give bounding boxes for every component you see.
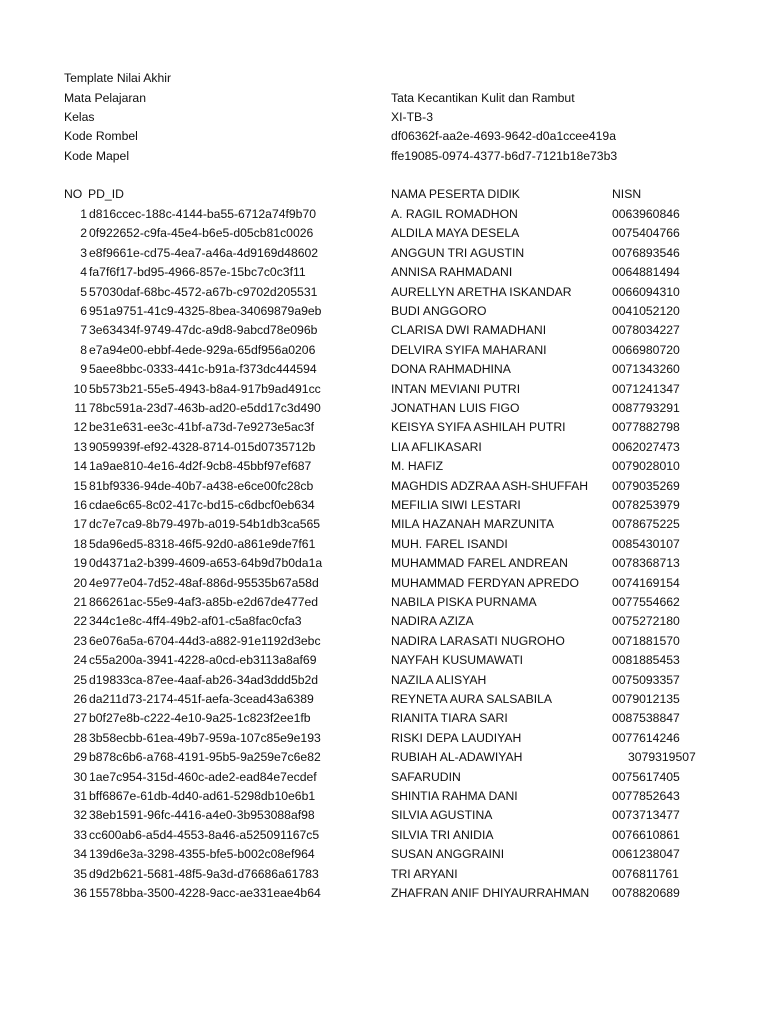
row-nisn: 0075617405 xyxy=(612,769,680,784)
row-student-name: SHINTIA RAHMA DANI xyxy=(391,789,518,803)
row-pd-id: 1a9ae810-4e16-4d2f-9cb8-45bbf97ef687 xyxy=(89,459,312,474)
row-nisn: 0081885453 xyxy=(612,653,680,668)
row-pd-id: 5b573b21-55e5-4943-b8a4-917b9ad491cc xyxy=(89,381,321,396)
row-nisn: 0041052120 xyxy=(612,304,680,318)
row-pd-id: da211d73-2174-451f-aefa-3cead43a6389 xyxy=(89,692,314,706)
column-header-pd-id: PD_ID xyxy=(88,187,124,201)
row-student-name: JONATHAN LUIS FIGO xyxy=(391,401,520,415)
row-nisn: 0077882798 xyxy=(612,420,680,435)
row-nisn: 0076811761 xyxy=(612,866,679,881)
row-number: 13 xyxy=(73,439,87,454)
row-pd-id: d9d2b621-5681-48f5-9a3d-d76686a61783 xyxy=(89,866,319,881)
row-pd-id: 1ae7c954-315d-460c-ade2-ead84e7ecdef xyxy=(89,769,317,784)
row-number: 28 xyxy=(73,730,87,745)
row-number: 12 xyxy=(73,420,87,435)
row-pd-id: 866261ac-55e9-4af3-a85b-e2d67de477ed xyxy=(89,595,319,609)
row-nisn: 0063960846 xyxy=(612,207,680,221)
row-nisn: 0077554662 xyxy=(612,595,680,609)
row-nisn: 0073713477 xyxy=(612,808,680,823)
row-student-name: LIA AFLIKASARI xyxy=(391,439,482,454)
row-nisn: 0078820689 xyxy=(612,886,680,900)
row-nisn: 0076893546 xyxy=(612,245,680,260)
row-nisn: 0066980720 xyxy=(612,342,680,357)
row-number: 25 xyxy=(73,672,87,687)
row-pd-id: 951a9751-41c9-4325-8bea-34069879a9eb xyxy=(89,304,322,318)
row-pd-id: bff6867e-61db-4d40-ad61-5298db10e6b1 xyxy=(89,789,316,803)
row-student-name: MEFILIA SIWI LESTARI xyxy=(391,498,521,512)
row-student-name: MUHAMMAD FERDYAN APREDO xyxy=(391,575,580,590)
row-student-name: ZHAFRAN ANIF DHIYAURRAHMAN xyxy=(391,886,590,900)
row-nisn: 0064881494 xyxy=(612,265,680,280)
row-nisn: 0075093357 xyxy=(612,672,680,687)
row-number: 18 xyxy=(73,536,87,551)
row-nisn: 0062027473 xyxy=(612,439,680,454)
row-student-name: SUSAN ANGGRAINI xyxy=(391,847,505,862)
row-student-name: NAYFAH KUSUMAWATI xyxy=(391,653,524,668)
row-pd-id: 344c1e8c-4ff4-49b2-af01-c5a8fac0cfa3 xyxy=(89,614,302,629)
row-number: 11 xyxy=(74,401,87,415)
row-student-name: RIANITA TIARA SARI xyxy=(391,711,508,726)
row-pd-id: b878c6b6-a768-4191-95b5-9a259e7c6e82 xyxy=(89,750,321,765)
row-student-name: BUDI ANGGORO xyxy=(391,304,487,318)
row-nisn: 0076610861 xyxy=(612,827,680,842)
row-student-name: A. RAGIL ROMADHON xyxy=(391,207,518,221)
row-number: 29 xyxy=(73,750,87,765)
row-number: 16 xyxy=(73,498,87,512)
row-pd-id: 4e977e04-7d52-48af-886d-95535b67a58d xyxy=(89,575,319,590)
row-student-name: ANNISA RAHMADANI xyxy=(391,265,513,280)
row-number: 36 xyxy=(73,886,87,900)
row-pd-id: cc600ab6-a5d4-4553-8a46-a525091167c5 xyxy=(89,827,320,842)
row-student-name: RISKI DEPA LAUDIYAH xyxy=(391,730,522,745)
row-pd-id: 3e63434f-9749-47dc-a9d8-9abcd78e096b xyxy=(89,323,318,338)
row-student-name: NAZILA ALISYAH xyxy=(391,672,487,687)
row-student-name: CLARISA DWI RAMADHANI xyxy=(391,323,547,338)
field-value-mata-pelajaran: Tata Kecantikan Kulit dan Rambut xyxy=(391,91,575,105)
row-pd-id: 6e076a5a-6704-44d3-a882-91e1192d3ebc xyxy=(89,633,321,648)
row-number: 7 xyxy=(80,323,87,338)
row-student-name: SILVIA TRI ANIDIA xyxy=(391,827,494,842)
row-nisn: 0066094310 xyxy=(612,284,680,299)
row-pd-id: 3b58ecbb-61ea-49b7-959a-107c85e9e193 xyxy=(89,730,321,745)
row-nisn: 0077852643 xyxy=(612,789,680,803)
row-nisn: 0079035269 xyxy=(612,478,680,493)
row-pd-id: cdae6c65-8c02-417c-bd15-c6dbcf0eb634 xyxy=(89,498,315,512)
row-pd-id: b0f27e8b-c222-4e10-9a25-1c823f2ee1fb xyxy=(89,711,311,726)
row-nisn: 0074169154 xyxy=(612,575,680,590)
row-pd-id: 81bf9336-94de-40b7-a438-e6ce00fc28cb xyxy=(89,478,314,493)
row-nisn: 0078253979 xyxy=(612,498,680,512)
row-pd-id: c55a200a-3941-4228-a0cd-eb3113a8af69 xyxy=(89,653,317,668)
row-pd-id: 9059939f-ef92-4328-8714-015d0735712b xyxy=(89,439,316,454)
row-number: 33 xyxy=(73,827,87,842)
row-nisn: 0071881570 xyxy=(612,633,680,648)
row-number: 9 xyxy=(80,362,87,377)
row-number: 10 xyxy=(73,381,87,396)
field-value-kode-rombel: df06362f-aa2e-4693-9642-d0a1ccee419a xyxy=(391,129,616,143)
row-nisn: 0071343260 xyxy=(612,362,680,377)
column-header-nama: NAMA PESERTA DIDIK xyxy=(391,187,520,201)
row-student-name: MUHAMMAD FAREL ANDREAN xyxy=(391,556,568,571)
row-student-name: NADIRA LARASATI NUGROHO xyxy=(391,633,565,648)
row-nisn: 0085430107 xyxy=(612,536,680,551)
field-label-mata-pelajaran: Mata Pelajaran xyxy=(64,91,146,105)
row-number: 30 xyxy=(73,769,87,784)
row-nisn: 0075404766 xyxy=(612,226,680,241)
row-pd-id: 5da96ed5-8318-46f5-92d0-a861e9de7f61 xyxy=(89,536,316,551)
row-nisn: 3079319507 xyxy=(628,750,696,765)
row-student-name: AURELLYN ARETHA ISKANDAR xyxy=(391,284,572,299)
row-number: 4 xyxy=(80,265,87,280)
row-student-name: SILVIA AGUSTINA xyxy=(391,808,493,823)
column-header-nisn: NISN xyxy=(612,187,642,201)
row-nisn: 0087538847 xyxy=(612,711,680,726)
row-number: 35 xyxy=(73,866,87,881)
row-student-name: MAGHDIS ADZRAA ASH-SHUFFAH xyxy=(391,478,589,493)
row-pd-id: fa7f6f17-bd95-4966-857e-15bc7c0c3f11 xyxy=(89,265,306,280)
row-number: 3 xyxy=(80,245,87,260)
field-value-kode-mapel: ffe19085-0974-4377-b6d7-7121b18e73b3 xyxy=(391,149,618,163)
row-pd-id: 38eb1591-96fc-4416-a4e0-3b953088af98 xyxy=(89,808,315,823)
row-pd-id: 5aee8bbc-0333-441c-b91a-f373dc444594 xyxy=(89,362,317,377)
field-label-kode-mapel: Kode Mapel xyxy=(64,149,130,163)
row-student-name: ANGGUN TRI AGUSTIN xyxy=(391,245,525,260)
row-nisn: 0079028010 xyxy=(612,459,680,474)
row-number: 23 xyxy=(73,633,87,648)
row-student-name: REYNETA AURA SALSABILA xyxy=(391,692,552,706)
field-label-kode-rombel: Kode Rombel xyxy=(64,129,138,143)
row-number: 14 xyxy=(73,459,87,474)
field-label-kelas: Kelas xyxy=(64,110,95,124)
row-student-name: TRI ARYANI xyxy=(391,866,458,881)
row-student-name: M. HAFIZ xyxy=(391,459,444,474)
row-number: 2 xyxy=(80,226,87,241)
row-student-name: INTAN MEVIANI PUTRI xyxy=(391,381,521,396)
row-number: 20 xyxy=(73,575,87,590)
row-student-name: NADIRA AZIZA xyxy=(391,614,474,629)
row-nisn: 0078034227 xyxy=(612,323,680,338)
row-number: 6 xyxy=(80,304,87,318)
row-nisn: 0075272180 xyxy=(612,614,680,629)
row-number: 31 xyxy=(73,789,87,803)
row-student-name: DONA RAHMADHINA xyxy=(391,362,511,377)
row-pd-id: be31e631-ee3c-41bf-a73d-7e9273e5ac3f xyxy=(89,420,314,435)
document-title: Template Nilai Akhir xyxy=(64,71,172,85)
row-pd-id: 15578bba-3500-4228-9acc-ae331eae4b64 xyxy=(89,886,321,900)
row-number: 21 xyxy=(73,595,87,609)
row-number: 8 xyxy=(80,342,87,357)
row-pd-id: e8f9661e-cd75-4ea7-a46a-4d9169d48602 xyxy=(89,245,319,260)
row-student-name: SAFARUDIN xyxy=(391,769,461,784)
row-student-name: NABILA PISKA PURNAMA xyxy=(391,595,537,609)
row-student-name: DELVIRA SYIFA MAHARANI xyxy=(391,342,547,357)
row-number: 32 xyxy=(73,808,87,823)
row-pd-id: 0f922652-c9fa-45e4-b6e5-d05cb81c0026 xyxy=(89,226,314,241)
row-number: 5 xyxy=(80,284,87,299)
row-student-name: KEISYA SYIFA ASHILAH PUTRI xyxy=(391,420,566,435)
row-number: 26 xyxy=(73,692,87,706)
row-pd-id: 57030daf-68bc-4572-a67b-c9702d205531 xyxy=(89,284,318,299)
row-number: 34 xyxy=(73,847,87,862)
row-number: 22 xyxy=(73,614,87,629)
row-pd-id: d19833ca-87ee-4aaf-ab26-34ad3ddd5b2d xyxy=(89,672,319,687)
row-nisn: 0078368713 xyxy=(612,556,680,571)
row-pd-id: e7a94e00-ebbf-4ede-929a-65df956a0206 xyxy=(89,342,316,357)
row-number: 19 xyxy=(73,556,87,571)
row-pd-id: 0d4371a2-b399-4609-a653-64b9d7b0da1a xyxy=(89,556,323,571)
row-nisn: 0077614246 xyxy=(612,730,680,745)
column-header-no: NO xyxy=(64,187,83,201)
row-number: 15 xyxy=(73,478,87,493)
field-value-kelas: XI-TB-3 xyxy=(391,110,433,124)
row-number: 27 xyxy=(73,711,87,726)
row-nisn: 0078675225 xyxy=(612,517,680,532)
row-nisn: 0071241347 xyxy=(612,381,680,396)
row-pd-id: 139d6e3a-3298-4355-bfe5-b002c08ef964 xyxy=(89,847,315,862)
row-student-name: MUH. FAREL ISANDI xyxy=(391,536,508,551)
row-student-name: MILA HAZANAH MARZUNITA xyxy=(391,517,554,532)
row-number: 17 xyxy=(73,517,87,532)
row-nisn: 0079012135 xyxy=(612,692,680,706)
row-student-name: ALDILA MAYA DESELA xyxy=(391,226,520,241)
row-nisn: 0087793291 xyxy=(612,401,680,415)
row-pd-id: 78bc591a-23d7-463b-ad20-e5dd17c3d490 xyxy=(89,401,321,415)
row-pd-id: d816ccec-188c-4144-ba55-6712a74f9b70 xyxy=(89,207,317,221)
row-nisn: 0061238047 xyxy=(612,847,680,862)
row-number: 24 xyxy=(73,653,87,668)
row-pd-id: dc7e7ca9-8b79-497b-a019-54b1db3ca565 xyxy=(89,517,321,532)
row-student-name: RUBIAH AL-ADAWIYAH xyxy=(391,750,523,765)
row-number: 1 xyxy=(80,207,87,221)
